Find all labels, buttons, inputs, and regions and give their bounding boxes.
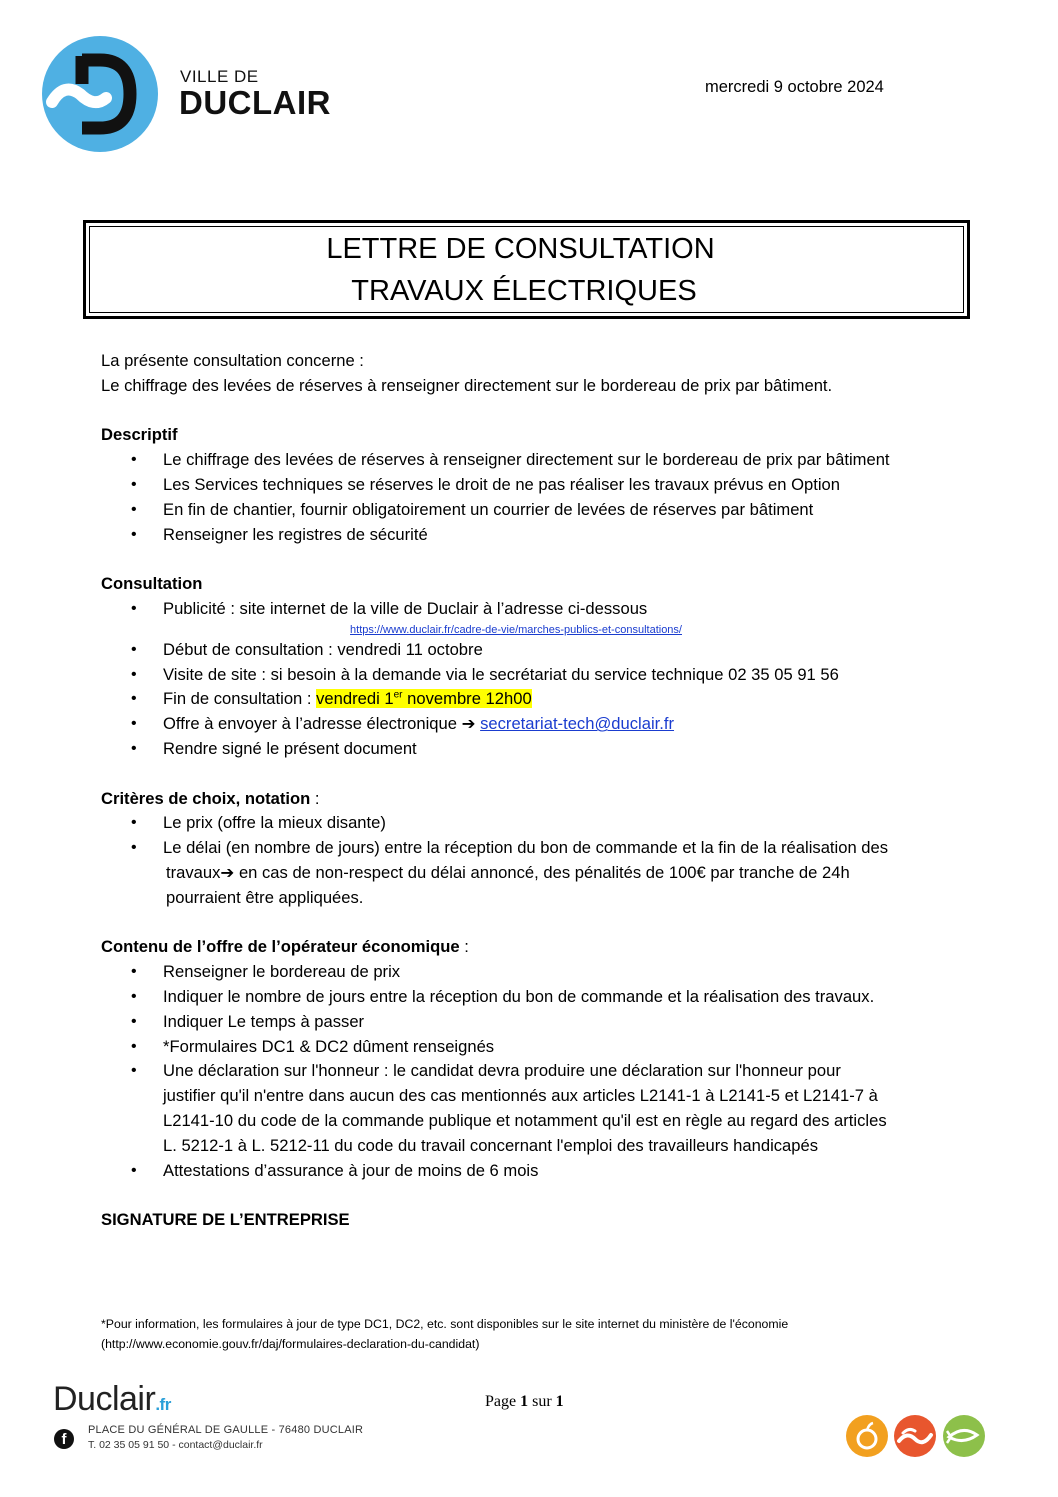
fin-date-b: novembre 12h00 bbox=[402, 689, 532, 709]
intro-line-2: Le chiffrage des levées de réserves à renseigner directement sur le bordereau de prix par bâtiment. bbox=[101, 375, 833, 395]
list-item: • Indiquer Le temps à passer bbox=[101, 1010, 971, 1035]
section-heading-consultation: Consultation bbox=[101, 574, 203, 594]
list-item-declaration bbox=[101, 1059, 971, 1158]
descriptif-list bbox=[101, 448, 971, 547]
offre-label: Offre à envoyer à l’adresse électronique bbox=[163, 714, 462, 734]
page-sep: sur bbox=[528, 1393, 556, 1410]
criteres-suffix: : bbox=[310, 788, 320, 808]
footer-address: PLACE DU GÉNÉRAL DE GAULLE - 76480 DUCLAIR bbox=[88, 1424, 364, 1436]
title-line-1: LETTRE DE CONSULTATION bbox=[326, 233, 715, 265]
decl-line-3: L2141-10 du code de la commande publique et notamment qu'il est en règle au regard des articles bbox=[163, 1110, 887, 1130]
title-line-2: TRAVAUX ÉLECTRIQUES bbox=[351, 275, 697, 307]
footer-brand bbox=[53, 1380, 171, 1419]
footer-brand-name: Duclair bbox=[53, 1380, 156, 1418]
email-link[interactable]: secretariat-tech@duclair.fr bbox=[480, 714, 675, 734]
delai-line-3: pourraient être appliquées. bbox=[166, 887, 364, 907]
duclair-logo bbox=[42, 32, 362, 156]
page-current: 1 bbox=[520, 1393, 529, 1410]
fin-date-a: vendredi 1 bbox=[316, 689, 394, 709]
page-total: 1 bbox=[555, 1393, 564, 1410]
section-heading-contenu-line bbox=[101, 935, 971, 960]
fin-date-sup: er bbox=[393, 689, 403, 701]
spacer bbox=[101, 911, 971, 936]
section-heading-criteres-line bbox=[101, 787, 971, 812]
delai-line-1: Le délai (en nombre de jours) entre la réception du bon de commande et la fin de la réalisation des bbox=[163, 838, 889, 858]
wave-badge-icon bbox=[894, 1415, 936, 1457]
publicite-url-line bbox=[61, 622, 971, 638]
consultation-list bbox=[101, 597, 971, 762]
list-item-debut: • Début de consultation : vendredi 11 octobre bbox=[101, 638, 971, 663]
logo-text-duclair: DUCLAIR bbox=[179, 84, 331, 121]
decl-line-1: Une déclaration sur l'honneur : le candidat devra produire une déclaration sur l'honneur pour bbox=[163, 1061, 841, 1081]
apple-badge-icon bbox=[846, 1415, 888, 1457]
criteres-list bbox=[101, 811, 971, 910]
footnote bbox=[101, 1314, 861, 1354]
list-item: • Renseigner le bordereau de prix bbox=[101, 960, 971, 985]
spacer bbox=[101, 1183, 971, 1208]
section-heading-contenu: Contenu de l’offre de l’opérateur économique bbox=[101, 937, 460, 957]
list-item-fin bbox=[101, 687, 971, 712]
footer-brand-tld: .fr bbox=[155, 1395, 171, 1414]
spacer bbox=[101, 547, 971, 572]
page-label: Page bbox=[485, 1393, 521, 1410]
signature-heading: SIGNATURE DE L’ENTREPRISE bbox=[101, 1210, 350, 1230]
list-item-rendre: • Rendre signé le présent document bbox=[101, 737, 971, 762]
document-date: mercredi 9 octobre 2024 bbox=[705, 78, 884, 96]
delai-line-2b: en cas de non-respect du délai annoncé, des pénalités de 100€ par tranche de 24h bbox=[234, 862, 850, 882]
intro-line-1: La présente consultation concerne : bbox=[101, 351, 364, 370]
arrow-right-icon: ➔ bbox=[461, 714, 476, 734]
delai-line-2a: travaux bbox=[166, 862, 221, 882]
list-item: • *Formulaires DC1 & DC2 dûment renseignés bbox=[101, 1035, 971, 1060]
fish-badge-icon bbox=[943, 1415, 985, 1457]
list-item: • Renseigner les registres de sécurité bbox=[101, 523, 971, 548]
footer-contact: T. 02 35 05 91 50 - contact@duclair.fr bbox=[88, 1439, 263, 1451]
list-item: • Indiquer le nombre de jours entre la réception du bon de commande et la réalisation des travaux. bbox=[101, 985, 971, 1010]
list-item: • Le prix (offre la mieux disante) bbox=[101, 811, 971, 836]
spacer bbox=[101, 762, 971, 787]
list-item-offre bbox=[101, 712, 971, 737]
list-item: • Les Services techniques se réserves le droit de ne pas réaliser les travaux prévus en Option bbox=[101, 473, 971, 498]
decl-line-4: L. 5212-1 à L. 5212-11 du code du travail concernant l'emploi des travailleurs handicapés bbox=[163, 1135, 819, 1155]
spacer bbox=[101, 399, 971, 424]
fin-date-highlight bbox=[316, 689, 532, 708]
section-heading-descriptif: Descriptif bbox=[101, 425, 178, 445]
decl-line-2: justifier qu'il n'entre dans aucun des cas mentionnés aux articles L2141-1 à L2141-5 et L2141-7 à bbox=[163, 1086, 878, 1106]
fin-label: Fin de consultation : bbox=[163, 689, 317, 709]
publicite-url-link[interactable]: https://www.duclair.fr/cadre-de-vie/marches-publics-et-consultations/ bbox=[350, 623, 682, 636]
title-box bbox=[83, 220, 970, 319]
footer-badges bbox=[845, 1413, 987, 1459]
list-item: • Attestations d’assurance à jour de moins de 6 mois bbox=[101, 1159, 971, 1184]
facebook-icon[interactable]: f bbox=[54, 1429, 74, 1449]
contenu-suffix: : bbox=[459, 937, 469, 957]
list-item-visite: • Visite de site : si besoin à la demande via le secrétariat du service technique 02 35 05 91 56 bbox=[101, 663, 971, 688]
list-item: • Le chiffrage des levées de réserves à renseigner directement sur le bordereau de prix par bâtiment bbox=[101, 448, 971, 473]
page-number bbox=[485, 1393, 564, 1411]
duclair-emblem-icon bbox=[42, 32, 172, 156]
section-heading-criteres: Critères de choix, notation bbox=[101, 788, 311, 808]
footnote-line-1: *Pour information, les formulaires à jour de type DC1, DC2, etc. sont disponibles sur le site internet du ministère de l'économie bbox=[101, 1317, 789, 1331]
arrow-right-icon: ➔ bbox=[220, 862, 235, 882]
footnote-line-2: (http://www.economie.gouv.fr/daj/formulaires-declaration-du-candidat) bbox=[101, 1337, 480, 1351]
list-item-publicite bbox=[101, 597, 971, 622]
list-item: • En fin de chantier, fournir obligatoirement un courrier de levées de réserves par bâtiment bbox=[101, 498, 971, 523]
contenu-list bbox=[101, 960, 971, 1183]
publicite-text: Publicité : site internet de la ville de Duclair à l’adresse ci-dessous bbox=[163, 598, 648, 618]
logo-text-ville-de: VILLE DE bbox=[180, 67, 259, 86]
document-body bbox=[101, 349, 971, 1233]
list-item-delai bbox=[101, 836, 971, 910]
